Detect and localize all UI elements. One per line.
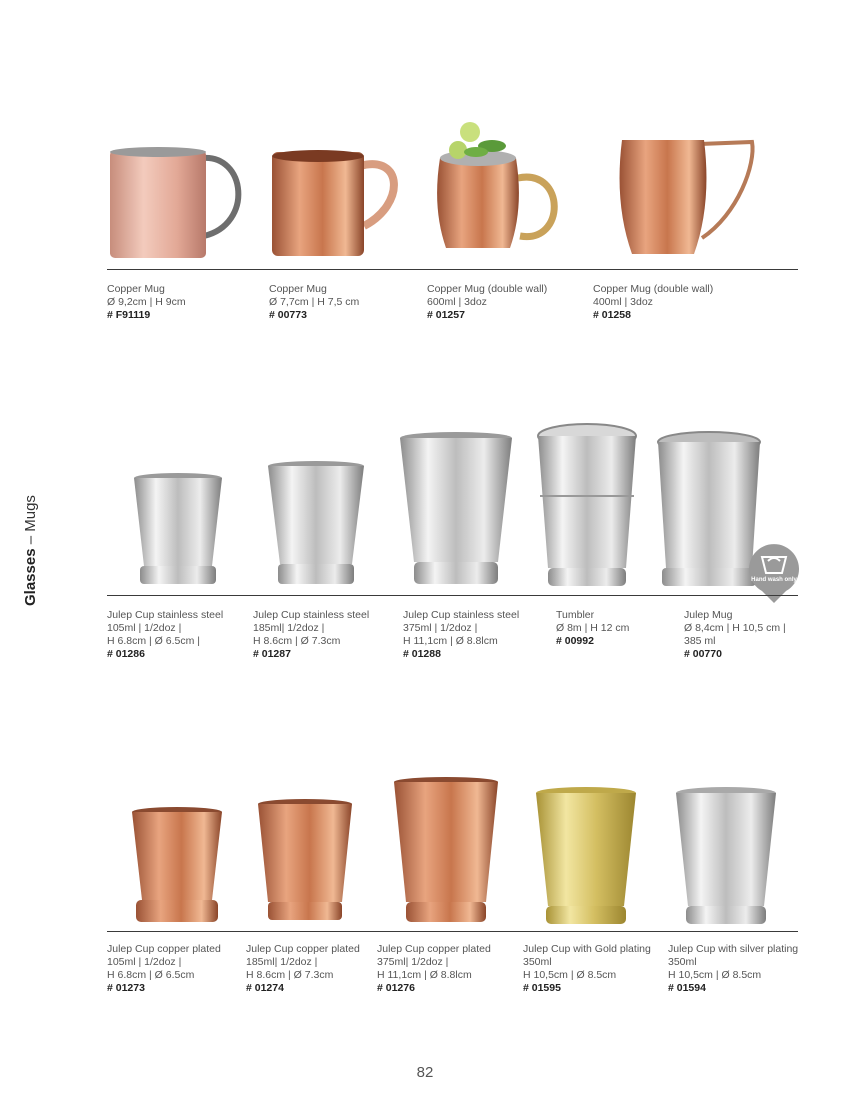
row-divider-2 — [107, 595, 798, 596]
product-code: # 01273 — [107, 982, 145, 994]
product-name: Julep Cup copper plated — [246, 943, 360, 955]
product-caption — [684, 609, 786, 661]
hand-wash-label: Hand wash only — [751, 577, 797, 583]
product-name: Julep Cup stainless steel — [253, 609, 370, 621]
product-code: # F91119 — [107, 309, 151, 321]
product-spec: H 10,5cm | Ø 8.5cm — [523, 969, 617, 981]
product-name: Julep Cup copper plated — [107, 943, 221, 955]
product-name: Julep Cup with silver plating — [668, 943, 799, 955]
product-spec: 375ml | 1/2doz | — [403, 622, 478, 634]
product-caption — [269, 283, 359, 322]
hand-wash-icon — [748, 543, 800, 603]
product-spec: H 8.6cm | Ø 7.3cm — [253, 635, 341, 647]
product-spec: 400ml | 3doz — [593, 296, 653, 308]
product-name: Copper Mug (double wall) — [593, 283, 714, 295]
product-code: # 00773 — [269, 309, 307, 321]
product-image-copper-mug-f91119 — [106, 144, 256, 262]
product-code: # 01595 — [523, 982, 561, 994]
product-spec: 385 ml — [684, 635, 716, 647]
product-image-julep-cup-01288 — [396, 430, 516, 586]
product-image-copper-mug-01257 — [430, 118, 570, 260]
product-code: # 00992 — [556, 635, 594, 647]
product-spec: H 11,1cm | Ø 8.8lcm — [377, 969, 472, 981]
product-spec: Ø 8,4cm | H 10,5 cm | — [684, 622, 786, 634]
product-name: Copper Mug — [107, 283, 165, 295]
product-caption — [107, 609, 223, 661]
product-name: Julep Cup copper plated — [377, 943, 491, 955]
product-code: # 01288 — [403, 648, 441, 660]
product-name: Julep Cup with Gold plating — [523, 943, 651, 955]
product-caption — [593, 283, 713, 322]
product-image-julep-cup-silver-01594 — [672, 784, 780, 926]
product-spec: H 6.8cm | Ø 6.5cm | — [107, 635, 200, 647]
product-code: # 01594 — [668, 982, 706, 994]
product-image-julep-cup-01286 — [130, 470, 226, 588]
product-caption — [427, 283, 547, 322]
section-subtitle: Mugs — [22, 495, 39, 532]
product-caption — [377, 943, 491, 995]
product-caption — [403, 609, 519, 661]
product-image-julep-cup-01276 — [390, 774, 502, 924]
product-caption — [668, 943, 798, 995]
page-number: 82 — [416, 1064, 434, 1081]
product-caption — [246, 943, 360, 995]
section-separator: – — [22, 535, 39, 545]
product-name: Copper Mug (double wall) — [427, 283, 548, 295]
product-image-copper-mug-00773 — [268, 146, 408, 260]
product-caption — [523, 943, 651, 995]
product-spec: H 8.6cm | Ø 7.3cm — [246, 969, 334, 981]
product-caption — [107, 283, 186, 322]
product-spec: 375ml| 1/2doz | — [377, 956, 449, 968]
product-name: Copper Mug — [269, 283, 327, 295]
product-name: Julep Cup stainless steel — [403, 609, 520, 621]
product-spec: H 11,1cm | Ø 8.8lcm — [403, 635, 498, 647]
product-spec: 600ml | 3doz — [427, 296, 487, 308]
product-image-julep-cup-01287 — [264, 458, 368, 586]
product-caption — [253, 609, 369, 661]
product-code: # 00770 — [684, 648, 722, 660]
product-image-julep-cup-01273 — [128, 804, 226, 924]
product-code: # 01274 — [246, 982, 284, 994]
product-spec: 185ml| 1/2doz | — [246, 956, 318, 968]
product-spec: H 6.8cm | Ø 6.5cm — [107, 969, 195, 981]
row-divider-1 — [107, 269, 798, 270]
product-name: Tumbler — [556, 609, 595, 621]
product-code: # 01286 — [107, 648, 145, 660]
product-spec: 105ml | 1/2doz | — [107, 956, 182, 968]
product-spec: H 10,5cm | Ø 8.5cm — [668, 969, 762, 981]
section-title: Glasses — [22, 548, 39, 606]
product-image-julep-cup-gold-01595 — [532, 784, 640, 926]
product-name: Julep Mug — [684, 609, 733, 621]
product-spec: Ø 7,7cm | H 7,5 cm — [269, 296, 360, 308]
product-image-tumbler-00992 — [534, 422, 640, 588]
product-spec: Ø 9,2cm | H 9cm — [107, 296, 186, 308]
hand-wash-badge — [748, 543, 800, 603]
product-code: # 01276 — [377, 982, 415, 994]
product-caption — [107, 943, 221, 995]
product-spec: 350ml — [668, 956, 697, 968]
product-caption — [556, 609, 629, 648]
product-spec: 185ml| 1/2doz | — [253, 622, 325, 634]
product-spec: Ø 8m | H 12 cm — [556, 622, 630, 634]
product-spec: 350ml — [523, 956, 552, 968]
section-label — [22, 495, 39, 606]
product-code: # 01258 — [593, 309, 631, 321]
row-divider-3 — [107, 931, 798, 932]
product-code: # 01287 — [253, 648, 291, 660]
product-name: Julep Cup stainless steel — [107, 609, 224, 621]
product-spec: 105ml | 1/2doz | — [107, 622, 182, 634]
product-code: # 01257 — [427, 309, 465, 321]
product-image-copper-mug-01258 — [614, 134, 759, 260]
product-image-julep-cup-01274 — [254, 796, 356, 922]
